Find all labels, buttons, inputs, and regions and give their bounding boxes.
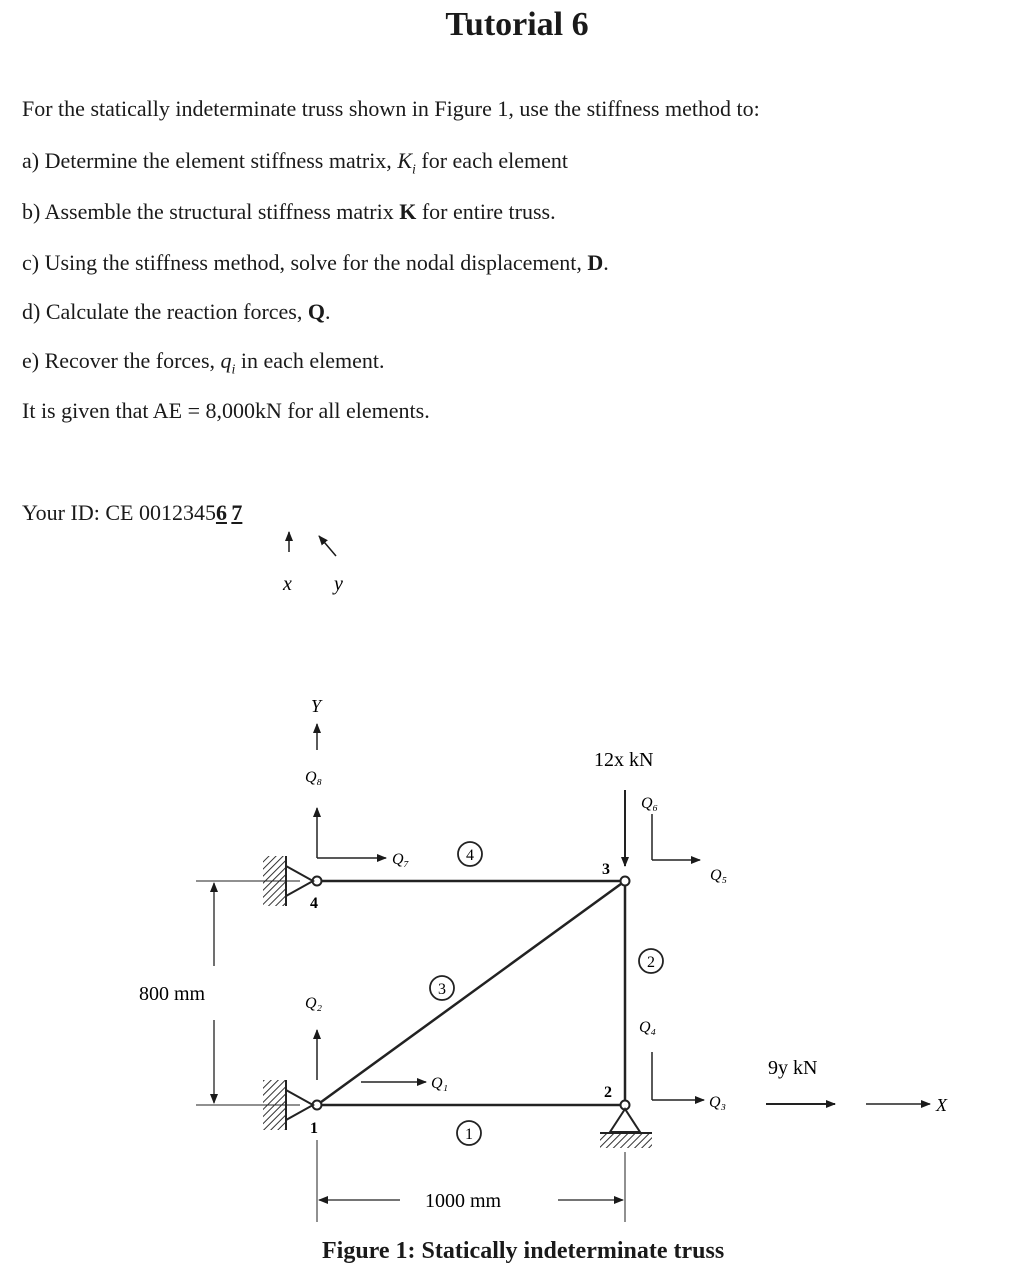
member-3 (317, 881, 625, 1105)
dimension-height (196, 881, 300, 1105)
dof-label-q7: Q₇ (392, 851, 410, 868)
task-a-text: a) Determine the element stiffness matrix, (22, 148, 398, 173)
id-digit-x: 6 (215, 500, 227, 525)
load-label-right: 9y kN (768, 1057, 818, 1079)
member-label-3 (430, 976, 454, 1000)
node-label-1: 1 (310, 1120, 318, 1137)
intro-text: For the statically indeterminate truss shown in Figure 1, use the stiffness method to: (22, 96, 760, 121)
dof-label-q8: Q₈ (305, 769, 323, 786)
x-axis-label: X (936, 1095, 947, 1115)
dimension-width-label: 1000 mm (425, 1190, 502, 1212)
id-label-x: x (283, 573, 292, 595)
dof-label-q6: Q₆ (641, 795, 659, 812)
task-d-symbol: Q (307, 299, 325, 324)
id-pointer-arrows (289, 532, 336, 556)
id-label-y: y (334, 573, 343, 595)
task-a-symbol: K (397, 148, 412, 173)
task-b-symbol: K (399, 199, 417, 224)
id-digit-5: 5 (204, 500, 216, 525)
dof-label-q4: Q₄ (639, 1019, 657, 1036)
node-label-2: 2 (604, 1084, 612, 1101)
load-label-top: 12x kN (594, 749, 654, 771)
task-c-symbol: D (587, 250, 604, 275)
dimension-height-label: 800 mm (139, 983, 206, 1005)
node-label-4: 4 (310, 895, 318, 912)
task-e-subscript: i (231, 362, 236, 378)
dof-label-q5: Q₅ (710, 867, 728, 884)
task-e-text: e) Recover the forces, (22, 348, 221, 373)
task-d-tail: . (325, 299, 331, 324)
dof-label-q2: Q₂ (305, 995, 323, 1012)
member-number-3: 3 (438, 981, 446, 998)
task-a-tail: for each element (415, 148, 568, 173)
task-e-symbol: q (220, 348, 232, 373)
y-axis-label: Y (311, 696, 322, 716)
member-label-2 (639, 949, 663, 973)
task-b-tail: for entire truss. (416, 199, 556, 224)
id-prefix: Your ID: CE 001234 (22, 500, 205, 525)
pin-support-2 (600, 1109, 652, 1148)
task-c-text: c) Using the stiffness method, solve for the nodal displacement, (22, 250, 588, 275)
figure-caption: Figure 1: Statically indeterminate truss (322, 1238, 725, 1264)
dof-label-q3: Q₃ (709, 1094, 727, 1111)
node-label-3: 3 (602, 861, 610, 878)
member-number-1: 1 (465, 1126, 473, 1143)
task-a-subscript: i (412, 162, 416, 178)
member-number-2: 2 (647, 954, 655, 971)
member-label-1 (457, 1121, 481, 1145)
task-c-tail: . (603, 250, 609, 275)
task-d-text: d) Calculate the reaction forces, (22, 299, 308, 324)
member-number-4: 4 (466, 847, 474, 864)
member-label-4 (458, 842, 482, 866)
page-title: Tutorial 6 (445, 6, 589, 43)
id-digit-y: 7 (231, 500, 243, 525)
given-text: It is given that AE = 8,000kN for all elements. (22, 398, 430, 423)
joint-3 (621, 877, 630, 886)
dof-label-q1: Q₁ (431, 1075, 449, 1092)
task-e-tail: in each element. (235, 348, 385, 373)
task-b-text: b) Assemble the structural stiffness matrix (22, 199, 400, 224)
